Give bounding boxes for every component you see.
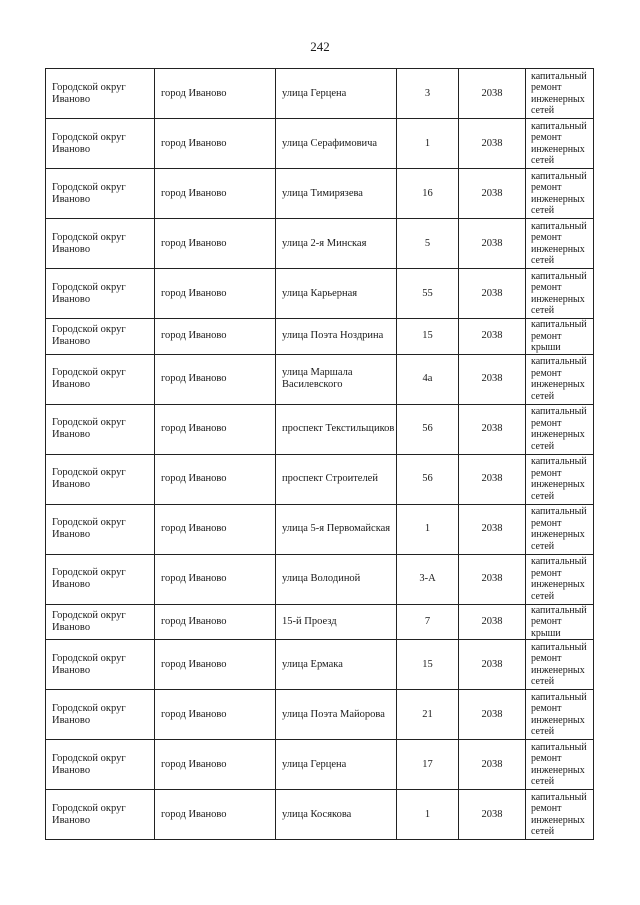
table-row: [46, 69, 594, 119]
year-cell: 2038: [459, 690, 526, 740]
work-type-cell: капитальный ремонт крыши: [526, 319, 594, 355]
settlement-cell: город Иваново: [155, 790, 276, 840]
house-number-cell: 7: [397, 604, 459, 640]
street-cell: улица Тимирязева: [276, 169, 397, 219]
settlement-cell: город Иваново: [155, 404, 276, 454]
municipality-cell: Городской округ Иваново: [46, 319, 155, 355]
table-row: [46, 554, 594, 604]
work-type-cell: капитальный ремонт инженерных сетей: [526, 790, 594, 840]
work-type-cell: капитальный ремонт инженерных сетей: [526, 69, 594, 119]
work-type-cell: капитальный ремонт инженерных сетей: [526, 404, 594, 454]
table-row: [46, 404, 594, 454]
street-cell: улица Поэта Майорова: [276, 690, 397, 740]
municipality-cell: Городской округ Иваново: [46, 604, 155, 640]
street-cell: улица Ермака: [276, 640, 397, 690]
year-cell: 2038: [459, 69, 526, 119]
work-type-cell: капитальный ремонт инженерных сетей: [526, 640, 594, 690]
table-row: [46, 119, 594, 169]
table-body: [46, 69, 594, 840]
house-number-cell: 56: [397, 454, 459, 504]
work-type-cell: капитальный ремонт крыши: [526, 604, 594, 640]
street-cell: 15-й Проезд: [276, 604, 397, 640]
municipality-cell: Городской округ Иваново: [46, 690, 155, 740]
house-number-cell: 15: [397, 640, 459, 690]
work-type-cell: капитальный ремонт инженерных сетей: [526, 119, 594, 169]
house-number-cell: 55: [397, 269, 459, 319]
settlement-cell: город Иваново: [155, 604, 276, 640]
settlement-cell: город Иваново: [155, 169, 276, 219]
year-cell: 2038: [459, 169, 526, 219]
house-number-cell: 17: [397, 740, 459, 790]
year-cell: 2038: [459, 504, 526, 554]
settlement-cell: город Иваново: [155, 504, 276, 554]
street-cell: улица Герцена: [276, 740, 397, 790]
table-row: [46, 740, 594, 790]
street-cell: проспект Текстильщиков: [276, 404, 397, 454]
work-type-cell: капитальный ремонт инженерных сетей: [526, 690, 594, 740]
table-row: [46, 604, 594, 640]
table-row: [46, 504, 594, 554]
year-cell: 2038: [459, 319, 526, 355]
work-type-cell: капитальный ремонт инженерных сетей: [526, 454, 594, 504]
page-number: 242: [310, 39, 330, 54]
house-number-cell: 21: [397, 690, 459, 740]
year-cell: 2038: [459, 604, 526, 640]
street-cell: улица Володиной: [276, 554, 397, 604]
year-cell: 2038: [459, 790, 526, 840]
year-cell: 2038: [459, 354, 526, 404]
work-type-cell: капитальный ремонт инженерных сетей: [526, 169, 594, 219]
work-type-cell: капитальный ремонт инженерных сетей: [526, 219, 594, 269]
street-cell: улица 5-я Первомайская: [276, 504, 397, 554]
municipality-cell: Городской округ Иваново: [46, 740, 155, 790]
house-number-cell: 15: [397, 319, 459, 355]
settlement-cell: город Иваново: [155, 690, 276, 740]
table-row: [46, 454, 594, 504]
house-number-cell: 56: [397, 404, 459, 454]
table-row: [46, 269, 594, 319]
house-number-cell: 1: [397, 119, 459, 169]
year-cell: 2038: [459, 740, 526, 790]
street-cell: улица Косякова: [276, 790, 397, 840]
year-cell: 2038: [459, 269, 526, 319]
municipality-cell: Городской округ Иваново: [46, 790, 155, 840]
house-number-cell: 1: [397, 790, 459, 840]
year-cell: 2038: [459, 404, 526, 454]
table-row: [46, 169, 594, 219]
work-type-cell: капитальный ремонт инженерных сетей: [526, 354, 594, 404]
municipality-cell: Городской округ Иваново: [46, 640, 155, 690]
table-row: [46, 319, 594, 355]
municipality-cell: Городской округ Иваново: [46, 269, 155, 319]
municipality-cell: Городской округ Иваново: [46, 454, 155, 504]
work-type-cell: капитальный ремонт инженерных сетей: [526, 554, 594, 604]
settlement-cell: город Иваново: [155, 219, 276, 269]
year-cell: 2038: [459, 454, 526, 504]
municipality-cell: Городской округ Иваново: [46, 354, 155, 404]
year-cell: 2038: [459, 119, 526, 169]
year-cell: 2038: [459, 554, 526, 604]
street-cell: улица 2-я Минская: [276, 219, 397, 269]
street-cell: улица Серафимовича: [276, 119, 397, 169]
municipality-cell: Городской округ Иваново: [46, 504, 155, 554]
table-row: [46, 219, 594, 269]
street-cell: улица Поэта Ноздрина: [276, 319, 397, 355]
table-row: [46, 640, 594, 690]
work-type-cell: капитальный ремонт инженерных сетей: [526, 504, 594, 554]
municipality-cell: Городской округ Иваново: [46, 554, 155, 604]
house-number-cell: 5: [397, 219, 459, 269]
table-row: [46, 690, 594, 740]
street-cell: улица Герцена: [276, 69, 397, 119]
settlement-cell: город Иваново: [155, 740, 276, 790]
table-row: [46, 354, 594, 404]
house-number-cell: 3: [397, 69, 459, 119]
municipality-cell: Городской округ Иваново: [46, 119, 155, 169]
house-number-cell: 16: [397, 169, 459, 219]
municipality-cell: Городской округ Иваново: [46, 404, 155, 454]
settlement-cell: город Иваново: [155, 454, 276, 504]
year-cell: 2038: [459, 219, 526, 269]
street-cell: проспект Строителей: [276, 454, 397, 504]
street-cell: улица Карьерная: [276, 269, 397, 319]
municipality-cell: Городской округ Иваново: [46, 219, 155, 269]
house-number-cell: 4а: [397, 354, 459, 404]
house-number-cell: 1: [397, 504, 459, 554]
settlement-cell: город Иваново: [155, 354, 276, 404]
year-cell: 2038: [459, 640, 526, 690]
settlement-cell: город Иваново: [155, 119, 276, 169]
work-type-cell: капитальный ремонт инженерных сетей: [526, 269, 594, 319]
municipality-cell: Городской округ Иваново: [46, 169, 155, 219]
municipality-cell: Городской округ Иваново: [46, 69, 155, 119]
work-type-cell: капитальный ремонт инженерных сетей: [526, 740, 594, 790]
house-number-cell: 3-А: [397, 554, 459, 604]
settlement-cell: город Иваново: [155, 554, 276, 604]
repair-schedule-table: [45, 68, 594, 840]
settlement-cell: город Иваново: [155, 640, 276, 690]
street-cell: улица Маршала Василевского: [276, 354, 397, 404]
table-row: [46, 790, 594, 840]
settlement-cell: город Иваново: [155, 319, 276, 355]
settlement-cell: город Иваново: [155, 69, 276, 119]
settlement-cell: город Иваново: [155, 269, 276, 319]
